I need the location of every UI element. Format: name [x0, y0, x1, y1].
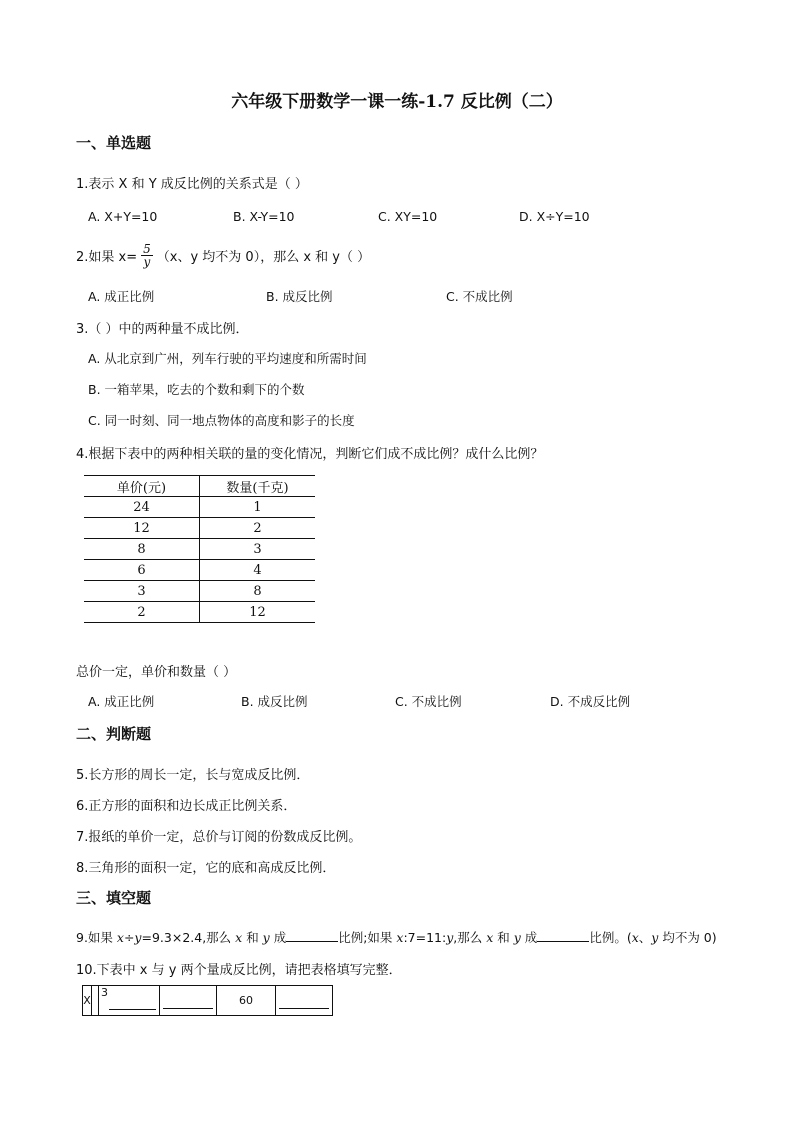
q9-text: :7=11:	[403, 930, 447, 945]
table-cell: 12	[84, 518, 200, 539]
q9-var: y	[651, 930, 659, 945]
q10-answer-blank-1[interactable]	[109, 1001, 156, 1010]
table-row	[84, 518, 315, 539]
table-cell: 2	[84, 602, 200, 623]
q4-option-c[interactable]: C. 不成比例	[395, 694, 462, 709]
q3-option-c[interactable]: C. 同一时刻、同一地点物体的高度和影子的长度	[88, 413, 355, 428]
page-title: 六年级下册数学一课一练-1.7 反比例（二）	[231, 92, 563, 112]
q9-var: x÷y	[116, 930, 142, 945]
q9-var: x	[235, 930, 243, 945]
q10-first-value: 3	[101, 985, 108, 999]
q4-option-b[interactable]: B. 成反比例	[241, 694, 308, 709]
question-5: 5.长方形的周长一定，长与宽成反比例．	[76, 768, 310, 783]
table-cell: 12	[200, 602, 316, 623]
table-cell: 8	[200, 581, 316, 602]
q2-suffix: （x、y 均不为 0），那么 x 和 y（ ）	[156, 250, 371, 265]
question-8: 8.三角形的面积一定，它的底和高成反比例．	[76, 861, 336, 876]
q3-option-a[interactable]: A. 从北京到广州，列车行驶的平均速度和所需时间	[88, 351, 367, 366]
q9-text: 比例。(	[589, 930, 632, 945]
question-6: 6.正方形的面积和边长成正比例关系．	[76, 799, 297, 814]
question-3: 3.（ ）中的两种量不成比例．	[76, 322, 249, 337]
q9-text: 和	[493, 930, 514, 945]
q2-fraction-numerator: 5	[143, 242, 151, 256]
section-heading-single-choice: 一、单选题	[76, 134, 152, 152]
question-4: 4.根据下表中的两种相关联的量的变化情况，判断它们成不成比例？成什么比例？	[76, 447, 544, 462]
q9-text: 、	[638, 930, 652, 945]
q9-var: y	[513, 930, 521, 945]
table-row	[84, 539, 315, 560]
q9-var: x	[396, 930, 404, 945]
q10-answer-blank-2[interactable]	[163, 1007, 213, 1009]
table-row	[84, 581, 315, 602]
q9-var: x	[631, 930, 639, 945]
table-cell: 4	[200, 560, 316, 581]
q1-option-b[interactable]: B. X-Y=10	[233, 209, 295, 224]
table-cell: 8	[84, 539, 200, 560]
q2-prefix: 2.如果 x=	[76, 250, 138, 265]
q10-narrow-cell	[92, 986, 99, 1016]
q1-option-d[interactable]: D. X÷Y=10	[519, 209, 590, 224]
table-header-unit-price: 单价(元)	[84, 476, 200, 497]
q1-option-c[interactable]: C. XY=10	[378, 209, 438, 224]
q10-fill-table	[82, 985, 333, 1016]
q2-option-b[interactable]: B. 成反比例	[266, 289, 333, 304]
question-7: 7.报纸的单价一定，总价与订阅的份数成反比例。	[76, 830, 362, 845]
q9-text: 9.如果	[76, 930, 117, 945]
q9-answer-blank-2[interactable]	[537, 929, 589, 942]
table-header-row	[84, 476, 315, 497]
table-row	[84, 560, 315, 581]
q2-option-c[interactable]: C. 不成比例	[446, 289, 513, 304]
q4-option-d[interactable]: D. 不成反比例	[550, 694, 631, 709]
section-heading-fill-blank: 三、填空题	[76, 889, 152, 907]
q9-var: y	[262, 930, 270, 945]
question-2	[76, 243, 370, 268]
q9-text: =9.3×2.4,那么	[141, 930, 236, 945]
table-row	[84, 497, 315, 518]
table-cell: 1	[200, 497, 316, 518]
q2-fraction-denominator: y	[143, 255, 151, 269]
q9-text: 和	[242, 930, 263, 945]
q9-text: 成	[520, 930, 538, 945]
table-cell: 24	[84, 497, 200, 518]
section-heading-true-false: 二、判断题	[76, 725, 152, 743]
table-cell: 3	[200, 539, 316, 560]
table-cell: 6	[84, 560, 200, 581]
question-10: 10.下表中 x 与 y 两个量成反比例，请把表格填写完整．	[76, 963, 402, 978]
q10-answer-cell[interactable]	[160, 986, 217, 1016]
q9-var: y	[446, 930, 454, 945]
table-header-quantity: 数量(千克)	[200, 476, 316, 497]
table-row	[83, 986, 333, 1016]
q2-fraction	[141, 243, 153, 268]
q10-given-cell: 60	[217, 986, 276, 1016]
q9-text: 比例;如果	[338, 930, 397, 945]
q4-price-quantity-table	[84, 475, 315, 623]
q10-answer-cell[interactable]	[276, 986, 333, 1016]
q3-option-b[interactable]: B. 一箱苹果，吃去的个数和剩下的个数	[88, 382, 305, 397]
q1-option-a[interactable]: A. X+Y=10	[88, 209, 158, 224]
table-row	[84, 602, 315, 623]
q2-option-a[interactable]: A. 成正比例	[88, 289, 155, 304]
q9-var: x	[486, 930, 494, 945]
table-cell: 2	[200, 518, 316, 539]
q10-first-cell	[99, 986, 160, 1016]
q9-text: 均不为 0)	[658, 930, 717, 945]
question-1: 1.表示 X 和 Y 成反比例的关系式是（ ）	[76, 177, 308, 192]
q4-stem: 总价一定，单价和数量（ ）	[76, 665, 237, 680]
q4-option-a[interactable]: A. 成正比例	[88, 694, 155, 709]
q10-answer-blank-3[interactable]	[279, 1007, 329, 1009]
q9-text: 成	[269, 930, 287, 945]
q10-row-label: X	[83, 986, 92, 1016]
question-9	[76, 928, 717, 946]
table-cell: 3	[84, 581, 200, 602]
q9-text: ,那么	[453, 930, 487, 945]
q9-answer-blank-1[interactable]	[286, 929, 338, 942]
